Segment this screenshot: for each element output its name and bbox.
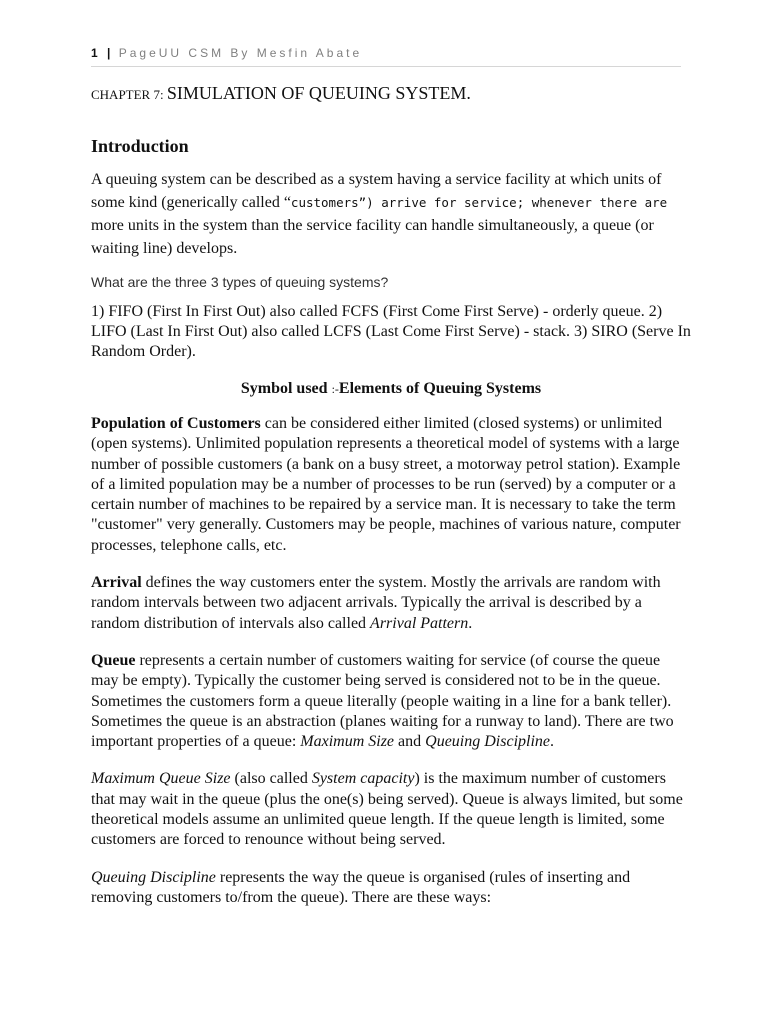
- arrival-term: Arrival: [91, 574, 142, 592]
- section-heading: [91, 377, 691, 401]
- population-text: can be considered either limited (closed systems) or unlimited (open systems). Unlimited population represents a theoretical model of systems with a large number of possible customers (a bank on a busy street, a motorway petrol station). Example of a limited population may be a number of processes to be run (served) by a computer or a certain number of machines to be repaired by a service man. It is necessary to take the term "customer" very generally. Customers may be people, machines of various nature, computer processes, telephone calls, etc.: [91, 415, 681, 554]
- population-term: Population of Customers: [91, 415, 261, 432]
- introduction-heading: Introduction: [91, 136, 189, 156]
- discipline-term: Queuing Discipline: [91, 868, 216, 886]
- queue-and: and: [394, 733, 426, 751]
- page-header: [91, 46, 681, 67]
- max-queue-size-paragraph: [91, 769, 691, 850]
- intro-text-start: A queuing system can be described as a system having a service facility at which units of some kind (generically called “: [91, 171, 662, 211]
- max-queue-text2: ) is the maximum number of customers that may wait in the queue (plus the one(s) being served). Queue is always limited, but some theoretical models assume an unlimited queue length. If the queue length is limited, some customers are forced to renounce without being served.: [91, 770, 683, 849]
- intro-text-mono: customers”) arrive for service; whenever there are: [290, 195, 668, 210]
- queue-text: represents a certain number of customers waiting for service (of course the queue may be empty). Typically the customer being served is considered not to be in the queue. Sometimes the customers form a queue literally (people waiting in a line for a bank teller). Sometimes the queue is an abstraction (planes waiting for a runway to land). There are two important properties of a queue:: [91, 651, 674, 751]
- queue-end: .: [550, 733, 555, 751]
- queuing-discipline-paragraph: [91, 868, 691, 909]
- question-text: What are the three 3 types of queuing systems?: [91, 274, 389, 290]
- header-text: PageUU CSM By Mesfin Abate: [118, 46, 363, 60]
- intro-text-end: more units in the system than the service facility can handle simultaneously, a queue (or waiting line) develops.: [91, 217, 654, 257]
- arrival-text: defines the way customers enter the system. Mostly the arrivals are random with random intervals between two adjacent arrivals. Typically the arrival is described by a random distribution of intervals also called: [91, 574, 661, 632]
- page-number: 1: [91, 46, 101, 60]
- queuing-discipline-term: Queuing Discipline: [425, 733, 551, 751]
- maximum-size-term: Maximum Size: [300, 733, 395, 751]
- discipline-text: represents the way the queue is organised (rules of inserting and removing customers to/from the queue). There are these ways:: [91, 868, 631, 906]
- header-separator: |: [107, 46, 113, 60]
- section-heading-part2: Elements of Queuing Systems: [338, 380, 542, 397]
- queue-types-paragraph: 1) FIFO (First In First Out) also called FCFS (First Come First Serve) - orderly queue. 2) LIFO (Last In First Out) also called LCFS (Last Come First Serve) - stack. 3) SIRO (Serve In Random Order).: [91, 303, 691, 360]
- max-queue-size-term: Maximum Queue Size: [91, 770, 231, 788]
- section-heading-part1: Symbol used: [240, 380, 332, 397]
- queue-term: Queue: [91, 651, 136, 669]
- queue-paragraph: [91, 651, 691, 752]
- chapter-title: [91, 80, 691, 108]
- max-queue-text1: (also called: [230, 770, 312, 788]
- chapter-name: SIMULATION OF QUEUING SYSTEM.: [166, 83, 471, 103]
- population-paragraph: [91, 414, 691, 556]
- chapter-prefix: CHAPTER 7:: [91, 87, 167, 102]
- system-capacity-term: System capacity: [311, 770, 415, 788]
- section-heading-separator: :-: [331, 382, 339, 396]
- arrival-end: .: [468, 614, 473, 632]
- document-body: [91, 80, 691, 908]
- arrival-paragraph: [91, 573, 691, 634]
- introduction-paragraph: [91, 168, 691, 260]
- arrival-pattern-term: Arrival Pattern: [370, 614, 469, 632]
